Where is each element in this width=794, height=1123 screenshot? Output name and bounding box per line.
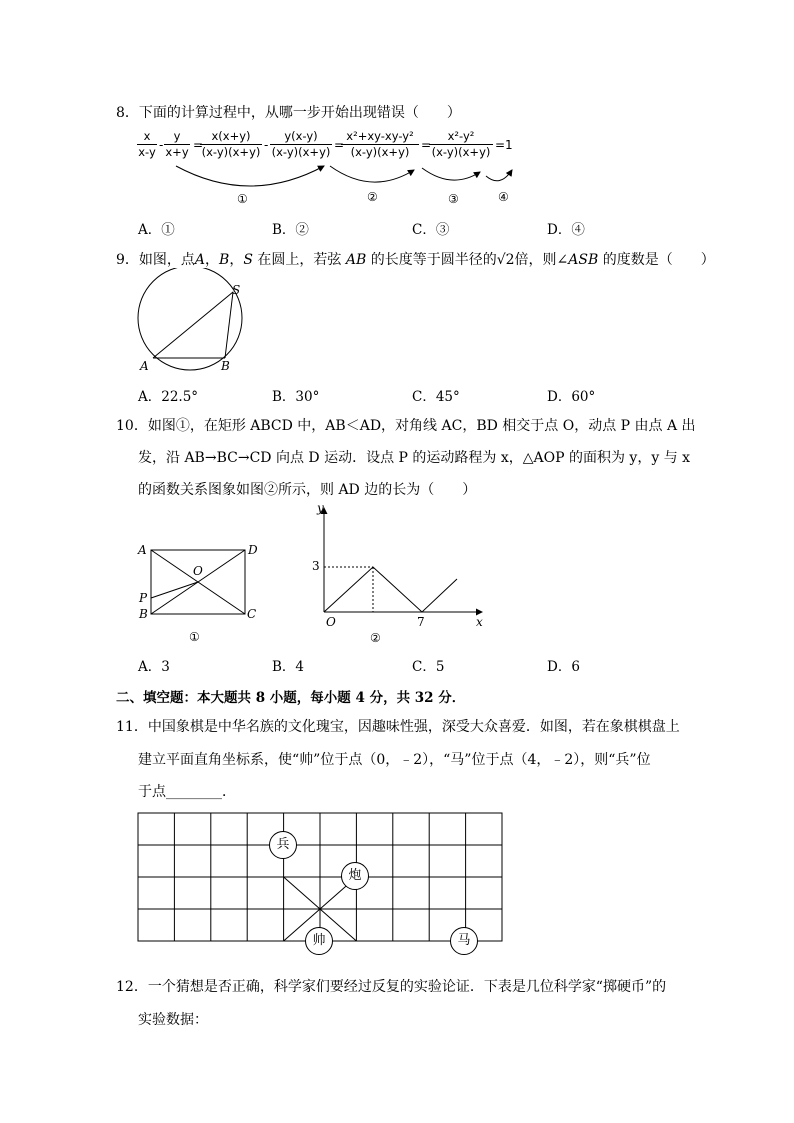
q11-line-1: 11．中国象棋是中华名族的文化瑰宝，因趣味性强，深受大众喜爱．如图，若在象棋棋盘上 <box>116 719 680 735</box>
q9-stem-j: 倍，则∠ <box>514 252 569 268</box>
q10-label-d: D <box>248 543 258 557</box>
q8-option-a[interactable]: A．① <box>138 222 175 238</box>
q8-arrow-3 <box>422 168 480 180</box>
q8-arrow-4 <box>486 170 512 181</box>
q10-segment-po <box>151 582 198 598</box>
q9-label-s: S <box>232 283 241 297</box>
q8-option-d[interactable]: D．④ <box>547 222 585 238</box>
q10-graph-line <box>324 567 457 612</box>
q10-graph-origin: O <box>326 615 336 629</box>
q9-chord-as <box>153 292 233 358</box>
q10-option-d[interactable]: D．6 <box>547 659 580 675</box>
q10-fig2-caption: ② <box>370 631 381 645</box>
q11-line-2: 建立平面直角坐标系，使“帅”位于点（0，﹣2），“马”位于点（4，﹣2），则“兵”位 <box>138 752 651 768</box>
q10-graph-xlabel: x <box>476 615 483 629</box>
q9-chord-ab: AB <box>345 252 367 268</box>
q9-option-b[interactable]: B．30° <box>272 389 320 405</box>
q10-line-2: 发，沿 AB→BC→CD 向点 D 运动．设点 P 的运动路程为 x，△AOP 的面积为 y，y 与 x <box>138 450 691 466</box>
q9-label-a: A <box>140 359 149 373</box>
q9-stem-e: ， <box>229 252 244 268</box>
q8-t1-num: x <box>137 129 157 145</box>
q8-eq-2: = <box>334 138 345 152</box>
q10-graph-ytick-3: 3 <box>312 559 320 573</box>
q11-piece-shuai: 帅 <box>305 927 333 955</box>
q8-step-4: ④ <box>498 190 509 204</box>
q8-t3-num: x(x+y) <box>200 129 262 145</box>
q9-sqrt: √2 <box>496 252 515 268</box>
q9-option-a[interactable]: A．22.5° <box>138 389 199 405</box>
q8-eq-3: = <box>421 138 432 152</box>
q8-t5-den: (x-y)(x+y) <box>350 145 410 159</box>
q10-line-1: 10．如图①，在矩形 ABCD 中，AB＜AD，对角线 AC，BD 相交于点 O，动点 P 由点 A 出 <box>116 418 696 434</box>
q9-stem-a: 9．如图，点 <box>116 252 195 268</box>
q8-t5-num: x²+xy-xy-y² <box>341 129 419 145</box>
q12-line-1: 12．一个猜想是否正确，科学家们要经过反复的实验论证．下表是几位科学家“掷硬币”的 <box>116 979 667 995</box>
q8-t4-den: (x-y)(x+y) <box>271 145 331 159</box>
q9-stem <box>116 249 715 269</box>
q8-minus-2: - <box>264 138 269 152</box>
q8-arrow-2 <box>330 166 414 182</box>
q8-minus-1: - <box>159 138 164 152</box>
q8-option-b[interactable]: B．② <box>272 222 309 238</box>
q10-label-c: C <box>247 607 257 621</box>
q8-result: =1 <box>495 138 513 152</box>
q9-stem-g: 在圆上，若弦 <box>252 252 346 268</box>
q8-t2-den: x+y <box>165 145 189 159</box>
q11-piece-bing: 兵 <box>269 831 297 859</box>
q8-t2-num: y <box>164 129 190 145</box>
q8-eq-1: = <box>193 138 204 152</box>
q11-piece-pao: 炮 <box>341 862 369 890</box>
q8-t3-den: (x-y)(x+y) <box>201 145 261 159</box>
q9-angle-asb: ASB <box>568 252 599 268</box>
q9-circle-figure <box>130 268 260 378</box>
q10-function-graph <box>300 500 500 648</box>
q10-graph-ylabel: y <box>317 501 324 515</box>
q12-line-2: 实验数据： <box>138 1012 208 1028</box>
q10-label-a: A <box>138 543 147 557</box>
q9-stem-c: ， <box>205 252 220 268</box>
q8-option-c[interactable]: C．③ <box>412 222 450 238</box>
q10-label-p: P <box>139 591 148 605</box>
q10-rectangle-figure <box>130 536 270 646</box>
q11-piece-ma: 马 <box>450 927 478 955</box>
q8-t1-den: x-y <box>138 145 156 159</box>
q10-option-b[interactable]: B．4 <box>272 659 305 675</box>
q11-board-grid <box>138 813 502 941</box>
q8-t6-den: (x-y)(x+y) <box>431 145 491 159</box>
q9-stem-i: 的长度等于圆半径的 <box>366 252 497 268</box>
q9-point-a: A <box>194 252 206 268</box>
q8-step-2: ② <box>367 190 378 204</box>
q8-step-arrows <box>0 0 794 220</box>
q8-step-1: ① <box>237 192 248 206</box>
section-2-heading: 二、填空题：本大题共 8 小题，每小题 4 分，共 32 分． <box>116 690 466 706</box>
q9-label-b: B <box>221 359 230 373</box>
q10-option-a[interactable]: A．3 <box>138 659 170 675</box>
q10-label-b: B <box>139 607 148 621</box>
q9-circle <box>138 268 242 370</box>
q10-option-c[interactable]: C．5 <box>412 659 445 675</box>
q9-option-c[interactable]: C．45° <box>412 389 460 405</box>
q11-line-3: 于点________． <box>138 784 236 800</box>
q10-label-o: O <box>193 564 203 578</box>
q9-option-d[interactable]: D．60° <box>547 389 596 405</box>
q8-step-3: ③ <box>448 192 459 206</box>
q8-stem: 8．下面的计算过程中，从哪一步开始出现错误（ ） <box>116 105 461 121</box>
q10-fig1-caption: ① <box>189 630 200 644</box>
q8-t4-num: y(x-y) <box>270 129 332 145</box>
q8-arrow-1 <box>176 166 324 186</box>
q8-t6-num: x²-y² <box>429 129 493 145</box>
q9-point-b: B <box>219 252 230 268</box>
q10-line-3: 的函数关系图象如图②所示，则 AD 边的长为（ ） <box>138 482 477 498</box>
q9-point-s: S <box>243 252 253 268</box>
q10-graph-xtick-7: 7 <box>417 615 425 629</box>
q9-stem-l: 的度数是（ ） <box>598 252 715 268</box>
